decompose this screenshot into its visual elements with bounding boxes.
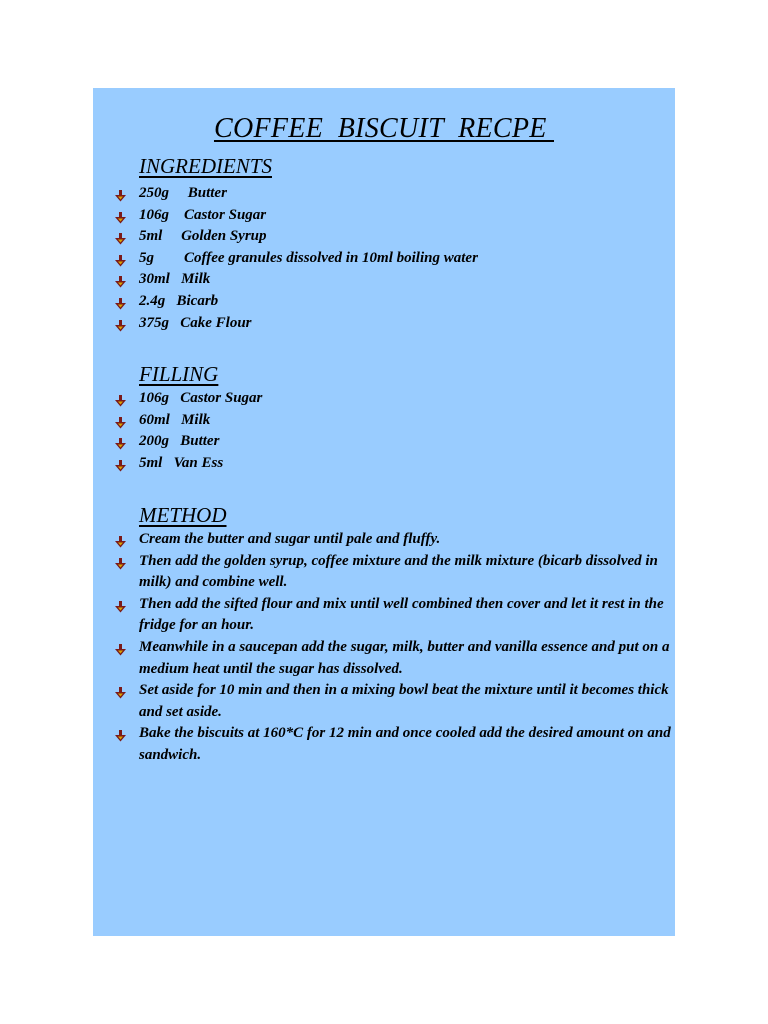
- arrow-down-bullet-icon: [115, 599, 126, 611]
- arrow-down-bullet-icon: [115, 534, 126, 546]
- filling-text: 5ml Van Ess: [139, 454, 224, 471]
- ingredient-item: [93, 291, 675, 313]
- filling-list: [93, 388, 675, 474]
- arrow-down-bullet-icon: [115, 210, 126, 222]
- filling-text: 60ml Milk: [139, 411, 211, 428]
- filling-heading: FILLING: [139, 362, 219, 386]
- filling-text: 106g Castor Sugar: [139, 390, 263, 406]
- method-step-text: Meanwhile in a saucepan add the sugar, milk, butter and vanilla essence and put on a medium heat until the sugar has dissolved.: [139, 638, 674, 677]
- ingredient-text: 2.4g Bicarb: [139, 292, 219, 309]
- method-step: [93, 594, 675, 637]
- method-step: [93, 637, 675, 680]
- method-list: [93, 529, 675, 767]
- arrow-down-bullet-icon: [115, 393, 126, 405]
- ingredient-text: 106g Castor Sugar: [139, 206, 267, 223]
- ingredient-text: 250g Butter: [139, 185, 227, 201]
- ingredient-text: 5ml Golden Syrup: [139, 228, 267, 245]
- filling-item: [93, 388, 675, 410]
- method-step-text: Then add the golden syrup, coffee mixture and the milk mixture (bicarb dissolved in milk) and combine well.: [139, 552, 662, 591]
- ingredient-item: [93, 248, 675, 270]
- arrow-down-bullet-icon: [115, 318, 126, 330]
- method-step-text: Cream the butter and sugar until pale and fluffy.: [139, 531, 441, 547]
- filling-text: 200g Butter: [139, 433, 220, 450]
- filling-item: [93, 453, 675, 475]
- recipe-sheet: [93, 88, 675, 936]
- filling-item: [93, 410, 675, 432]
- recipe-title: COFFEE BISCUIT RECPE: [213, 113, 554, 144]
- ingredient-item: [93, 269, 675, 291]
- arrow-down-bullet-icon: [115, 231, 126, 243]
- arrow-down-bullet-icon: [115, 274, 126, 286]
- arrow-down-bullet-icon: [115, 415, 126, 427]
- arrow-down-bullet-icon: [115, 685, 126, 697]
- arrow-down-bullet-icon: [115, 556, 126, 568]
- method-heading: METHOD: [139, 503, 227, 527]
- arrow-down-bullet-icon: [115, 436, 126, 448]
- ingredients-list: [93, 183, 675, 334]
- ingredient-item: [93, 205, 675, 227]
- method-step: [93, 680, 675, 723]
- arrow-down-bullet-icon: [115, 253, 126, 265]
- arrow-down-bullet-icon: [115, 728, 126, 740]
- method-step: [93, 529, 675, 551]
- ingredient-item: [93, 313, 675, 335]
- method-step: [93, 723, 675, 766]
- ingredients-heading: INGREDIENTS: [139, 154, 272, 178]
- arrow-down-bullet-icon: [115, 642, 126, 654]
- filling-item: [93, 431, 675, 453]
- method-step-text: Set aside for 10 min and then in a mixing bowl beat the mixture until it becomes thick and set aside.: [139, 682, 673, 720]
- ingredient-item: [93, 183, 675, 205]
- method-step-text: Bake the biscuits at 160*C for 12 min and once cooled add the desired amount on and sandwich.: [139, 725, 675, 763]
- ingredient-text: 375g Cake Flour: [139, 314, 252, 331]
- arrow-down-bullet-icon: [115, 296, 126, 308]
- arrow-down-bullet-icon: [115, 188, 126, 200]
- method-step-text: Then add the sifted flour and mix until well combined then cover and let it rest in the fridge for an hour.: [139, 595, 668, 634]
- ingredient-item: [93, 226, 675, 248]
- method-step: [93, 551, 675, 594]
- ingredient-text: 5g Coffee granules dissolved in 10ml boiling water: [139, 249, 478, 266]
- ingredient-text: 30ml Milk: [139, 271, 211, 288]
- arrow-down-bullet-icon: [115, 458, 126, 470]
